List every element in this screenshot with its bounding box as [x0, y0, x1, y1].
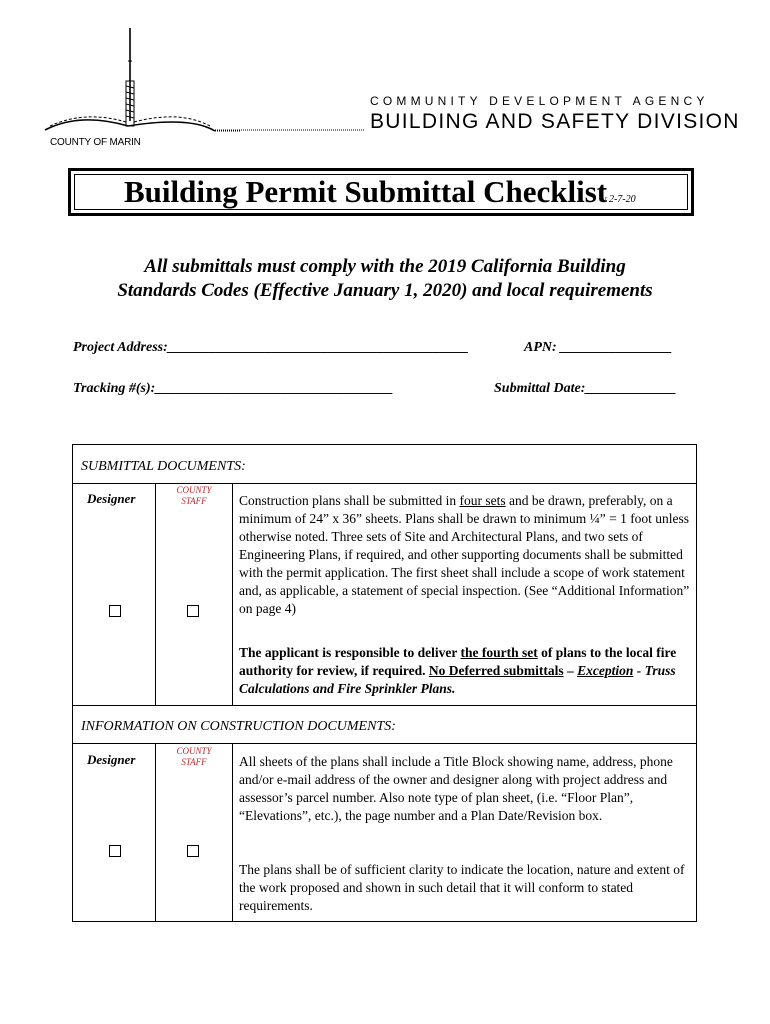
county-staff-checkbox[interactable]: [187, 605, 199, 617]
submittal-heading: SUBMITTAL DOCUMENTS:: [81, 459, 246, 474]
subtitle-line-2: Standards Codes (Effective January 1, 2020) and local requirements: [117, 280, 653, 301]
county-logo: [40, 26, 240, 138]
info-paragraph-2: The plans shall be of sufficient clarity to indicate the location, nature and extent of the work proposed and shown in such detail that it will conform to stated requirements.: [239, 862, 685, 913]
designer-checkbox[interactable]: [109, 845, 121, 857]
division-name: BUILDING AND SAFETY DIVISION: [370, 110, 740, 133]
construction-documents-section: [72, 705, 697, 922]
info-paragraph-1: All sheets of the plans shall include a Title Block showing name, address, phone and/or e-mail address of the owner and designer along with project address and assessor’s parcel number. Also note type of plan sheet, (i.e. “Floor Plan”, “Elevations”, etc.), the page number and a Plan Date/Revision box.: [239, 754, 673, 823]
designer-label: Designer: [87, 491, 136, 506]
county-staff-label: COUNTY STAFF: [176, 746, 212, 767]
subtitle-line-1: All submittals must comply with the 2019 California Building: [144, 256, 626, 277]
submittal-date-field[interactable]: Submittal Date:_____________: [494, 381, 677, 396]
page-title: Building Permit Submittal Checklist: [124, 174, 608, 209]
apn-field[interactable]: APN: ________________: [524, 340, 673, 355]
county-name: COUNTY OF MARIN: [50, 137, 141, 148]
project-address-field[interactable]: Project Address:___________________________________________: [73, 340, 469, 355]
county-staff-label: COUNTY STAFF: [176, 485, 212, 506]
version-label: v 2-7-20: [602, 194, 636, 205]
tracking-field[interactable]: Tracking #(s):__________________________________: [73, 381, 394, 396]
county-staff-checkbox[interactable]: [187, 845, 199, 857]
agency-name: COMMUNITY DEVELOPMENT AGENCY: [370, 94, 709, 108]
header-rule: [215, 129, 365, 132]
designer-checkbox[interactable]: [109, 605, 121, 617]
submittal-documents-section: [72, 444, 697, 706]
info-heading: INFORMATION ON CONSTRUCTION DOCUMENTS:: [81, 719, 396, 734]
designer-label: Designer: [87, 752, 136, 767]
submittal-paragraph-2: The applicant is responsible to deliver the fourth set of plans to the local fire authority for review, if required. No Deferred submittals – Exception - Truss Calculations and Fire Sprinkler Plans.: [239, 645, 677, 696]
submittal-paragraph-1: Construction plans shall be submitted in four sets and be drawn, preferably, on a minimum of 24” x 36” sheets. Plans shall be drawn to minimum ¼” = 1 foot unless otherwise noted. Three sets of Site and Architectural Plans, and two sets of Engineering Plans, if required, and other supporting documents shall be submitted with the permit application. The first sheet shall include a scope of work statement and, as applicable, a statement of special inspection. (See “Additional Information” on page 4): [239, 493, 690, 616]
